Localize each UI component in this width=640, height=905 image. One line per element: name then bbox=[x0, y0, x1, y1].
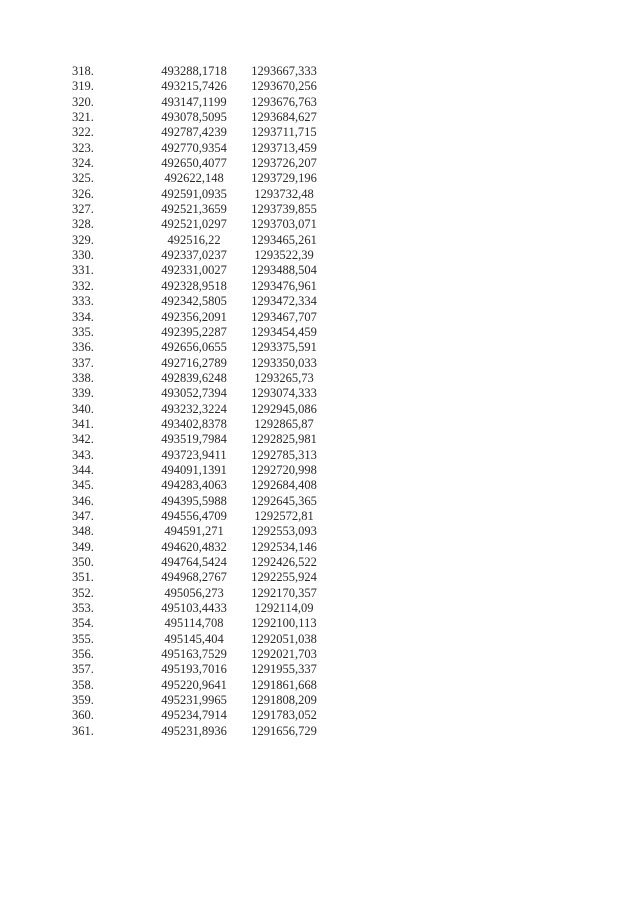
x-coordinate: 492342,5805 bbox=[161, 294, 227, 309]
y-coordinate: 1292865,87 bbox=[254, 416, 314, 431]
table-row bbox=[72, 509, 326, 524]
y-coordinate: 1292785,313 bbox=[251, 447, 317, 462]
y-coordinate: 1293703,071 bbox=[251, 217, 317, 232]
y-coordinate: 1291656,729 bbox=[251, 723, 317, 738]
row-number: 346. bbox=[72, 493, 94, 508]
row-number: 321. bbox=[72, 110, 94, 125]
y-coordinate: 1292051,038 bbox=[251, 631, 317, 646]
row-number: 355. bbox=[72, 631, 94, 646]
row-number: 360. bbox=[72, 708, 94, 723]
x-coordinate: 493052,7394 bbox=[161, 386, 227, 401]
table-row bbox=[72, 586, 326, 601]
table-row bbox=[72, 448, 326, 463]
y-coordinate: 1292114,09 bbox=[254, 601, 314, 616]
row-number: 350. bbox=[72, 555, 94, 569]
table-row bbox=[72, 340, 326, 355]
y-coordinate: 1292534,146 bbox=[251, 539, 317, 554]
y-coordinate: 1292553,093 bbox=[251, 524, 317, 539]
table-row bbox=[72, 386, 326, 401]
table-row bbox=[72, 463, 326, 478]
y-coordinate: 1291861,668 bbox=[251, 677, 317, 692]
row-number: 323. bbox=[72, 140, 94, 155]
table-row bbox=[72, 417, 326, 432]
x-coordinate: 493402,8378 bbox=[161, 416, 227, 431]
row-number: 349. bbox=[72, 539, 94, 554]
table-row bbox=[72, 125, 326, 140]
table-row bbox=[72, 432, 326, 447]
row-number: 338. bbox=[72, 370, 94, 385]
table-row bbox=[72, 233, 326, 248]
table-row bbox=[72, 110, 326, 125]
table-row bbox=[72, 647, 326, 662]
x-coordinate: 493147,1199 bbox=[161, 94, 227, 109]
row-number: 318. bbox=[72, 64, 94, 78]
x-coordinate: 494620,4832 bbox=[161, 539, 227, 554]
table-row bbox=[72, 187, 326, 202]
y-coordinate: 1293350,033 bbox=[251, 355, 317, 370]
x-coordinate: 495234,7914 bbox=[161, 708, 227, 723]
row-number: 334. bbox=[72, 309, 94, 324]
table-row bbox=[72, 693, 326, 708]
y-coordinate: 1293684,627 bbox=[251, 110, 317, 125]
y-coordinate: 1291955,337 bbox=[251, 662, 317, 677]
x-coordinate: 494764,5424 bbox=[161, 555, 227, 569]
y-coordinate: 1293729,196 bbox=[251, 171, 317, 186]
x-coordinate: 494283,4063 bbox=[161, 478, 227, 493]
x-coordinate: 492716,2789 bbox=[161, 355, 227, 370]
y-coordinate: 1293454,459 bbox=[251, 324, 317, 339]
table-row bbox=[72, 402, 326, 417]
x-coordinate: 492356,2091 bbox=[161, 309, 227, 324]
y-coordinate: 1292255,924 bbox=[251, 570, 317, 585]
x-coordinate: 495103,4433 bbox=[161, 601, 227, 616]
row-number: 336. bbox=[72, 340, 94, 355]
table-row bbox=[72, 279, 326, 294]
table-row bbox=[72, 294, 326, 309]
x-coordinate: 492521,3659 bbox=[161, 202, 227, 217]
x-coordinate: 492331,0027 bbox=[161, 263, 227, 278]
row-number: 358. bbox=[72, 677, 94, 692]
row-number: 328. bbox=[72, 217, 94, 232]
row-number: 357. bbox=[72, 662, 94, 677]
y-coordinate: 1292170,357 bbox=[251, 585, 317, 600]
x-coordinate: 492328,9518 bbox=[161, 278, 227, 293]
y-coordinate: 1292572,81 bbox=[254, 508, 314, 523]
row-number: 332. bbox=[72, 278, 94, 293]
table-row bbox=[72, 708, 326, 723]
y-coordinate: 1293074,333 bbox=[251, 386, 317, 401]
x-coordinate: 493215,7426 bbox=[161, 79, 227, 94]
table-row bbox=[72, 616, 326, 631]
y-coordinate: 1293488,504 bbox=[251, 263, 317, 278]
x-coordinate: 493723,9411 bbox=[161, 447, 227, 462]
x-coordinate: 494556,4709 bbox=[161, 508, 227, 523]
table-row bbox=[72, 356, 326, 371]
x-coordinate: 494091,1391 bbox=[161, 462, 227, 477]
x-coordinate: 495220,9641 bbox=[161, 677, 227, 692]
row-number: 356. bbox=[72, 647, 94, 662]
y-coordinate: 1292720,998 bbox=[251, 462, 317, 477]
table-row bbox=[72, 156, 326, 171]
row-number: 335. bbox=[72, 324, 94, 339]
table-row bbox=[72, 570, 326, 585]
table-row bbox=[72, 325, 326, 340]
x-coordinate: 493078,5095 bbox=[161, 110, 227, 125]
y-coordinate: 1292825,981 bbox=[251, 432, 317, 447]
table-row bbox=[72, 494, 326, 509]
y-coordinate: 1293472,334 bbox=[251, 294, 317, 309]
coordinate-table-body bbox=[72, 64, 326, 739]
y-coordinate: 1293732,48 bbox=[254, 186, 314, 201]
y-coordinate: 1293375,591 bbox=[251, 340, 317, 355]
table-row bbox=[72, 478, 326, 493]
row-number: 329. bbox=[72, 232, 94, 247]
row-number: 339. bbox=[72, 386, 94, 401]
row-number: 344. bbox=[72, 462, 94, 477]
x-coordinate: 492770,9354 bbox=[161, 140, 227, 155]
x-coordinate: 495056,273 bbox=[164, 585, 224, 600]
x-coordinate: 492839,6248 bbox=[161, 370, 227, 385]
x-coordinate: 492650,4077 bbox=[161, 156, 227, 171]
x-coordinate: 495145,404 bbox=[164, 631, 224, 646]
table-row bbox=[72, 171, 326, 186]
row-number: 337. bbox=[72, 355, 94, 370]
table-row bbox=[72, 95, 326, 110]
table-row bbox=[72, 524, 326, 539]
row-number: 322. bbox=[72, 125, 94, 140]
y-coordinate: 1293265,73 bbox=[254, 370, 314, 385]
coordinate-table bbox=[72, 64, 326, 739]
table-row bbox=[72, 79, 326, 94]
y-coordinate: 1293726,207 bbox=[251, 156, 317, 171]
x-coordinate: 492787,4239 bbox=[161, 125, 227, 140]
row-number: 331. bbox=[72, 263, 94, 278]
y-coordinate: 1292945,086 bbox=[251, 401, 317, 416]
table-row bbox=[72, 202, 326, 217]
y-coordinate: 1293713,459 bbox=[251, 140, 317, 155]
x-coordinate: 492591,0935 bbox=[161, 186, 227, 201]
x-coordinate: 495193,7016 bbox=[161, 662, 227, 677]
table-row bbox=[72, 217, 326, 232]
y-coordinate: 1293739,855 bbox=[251, 202, 317, 217]
y-coordinate: 1293667,333 bbox=[251, 64, 317, 78]
row-number: 361. bbox=[72, 723, 94, 738]
row-number: 333. bbox=[72, 294, 94, 309]
row-number: 342. bbox=[72, 432, 94, 447]
x-coordinate: 495231,8936 bbox=[161, 723, 227, 738]
row-number: 325. bbox=[72, 171, 94, 186]
x-coordinate: 494968,2767 bbox=[161, 570, 227, 585]
table-row bbox=[72, 64, 326, 79]
row-number: 359. bbox=[72, 693, 94, 708]
table-row bbox=[72, 371, 326, 386]
table-row bbox=[72, 263, 326, 278]
x-coordinate: 495163,7529 bbox=[161, 647, 227, 662]
x-coordinate: 493519,7984 bbox=[161, 432, 227, 447]
x-coordinate: 492516,22 bbox=[167, 232, 221, 247]
table-row bbox=[72, 632, 326, 647]
y-coordinate: 1292100,113 bbox=[251, 616, 317, 631]
table-row bbox=[72, 555, 326, 570]
table-row bbox=[72, 141, 326, 156]
x-coordinate: 492521,0297 bbox=[161, 217, 227, 232]
row-number: 341. bbox=[72, 416, 94, 431]
row-number: 320. bbox=[72, 94, 94, 109]
y-coordinate: 1292684,408 bbox=[251, 478, 317, 493]
row-number: 326. bbox=[72, 186, 94, 201]
y-coordinate: 1291808,209 bbox=[251, 693, 317, 708]
x-coordinate: 495114,708 bbox=[164, 616, 224, 631]
row-number: 352. bbox=[72, 585, 94, 600]
row-number: 345. bbox=[72, 478, 94, 493]
table-row bbox=[72, 724, 326, 739]
x-coordinate: 494395,5988 bbox=[161, 493, 227, 508]
y-coordinate: 1291783,052 bbox=[251, 708, 317, 723]
x-coordinate: 494591,271 bbox=[164, 524, 224, 539]
row-number: 347. bbox=[72, 508, 94, 523]
table-row bbox=[72, 678, 326, 693]
table-row bbox=[72, 540, 326, 555]
y-coordinate: 1292021,703 bbox=[251, 647, 317, 662]
y-coordinate: 1293467,707 bbox=[251, 309, 317, 324]
table-row bbox=[72, 662, 326, 677]
x-coordinate: 492622,148 bbox=[164, 171, 224, 186]
row-number: 330. bbox=[72, 248, 94, 263]
table-row bbox=[72, 601, 326, 616]
x-coordinate: 492656,0655 bbox=[161, 340, 227, 355]
y-coordinate: 1292645,365 bbox=[251, 493, 317, 508]
row-number: 351. bbox=[72, 570, 94, 585]
x-coordinate: 493288,1718 bbox=[161, 64, 227, 78]
row-number: 319. bbox=[72, 79, 94, 94]
x-coordinate: 492337,0237 bbox=[161, 248, 227, 263]
row-number: 348. bbox=[72, 524, 94, 539]
y-coordinate: 1293522,39 bbox=[254, 248, 314, 263]
y-coordinate: 1293476,961 bbox=[251, 278, 317, 293]
y-coordinate: 1293465,261 bbox=[251, 232, 317, 247]
y-coordinate: 1293711,715 bbox=[251, 125, 317, 140]
row-number: 340. bbox=[72, 401, 94, 416]
y-coordinate: 1292426,522 bbox=[251, 555, 317, 569]
y-coordinate: 1293670,256 bbox=[251, 79, 317, 94]
x-coordinate: 495231,9965 bbox=[161, 693, 227, 708]
x-coordinate: 492395,2287 bbox=[161, 324, 227, 339]
row-number: 353. bbox=[72, 601, 94, 616]
row-number: 354. bbox=[72, 616, 94, 631]
table-row bbox=[72, 248, 326, 263]
table-row bbox=[72, 310, 326, 325]
row-number: 324. bbox=[72, 156, 94, 171]
row-number: 327. bbox=[72, 202, 94, 217]
x-coordinate: 493232,3224 bbox=[161, 401, 227, 416]
y-coordinate: 1293676,763 bbox=[251, 94, 317, 109]
row-number: 343. bbox=[72, 447, 94, 462]
